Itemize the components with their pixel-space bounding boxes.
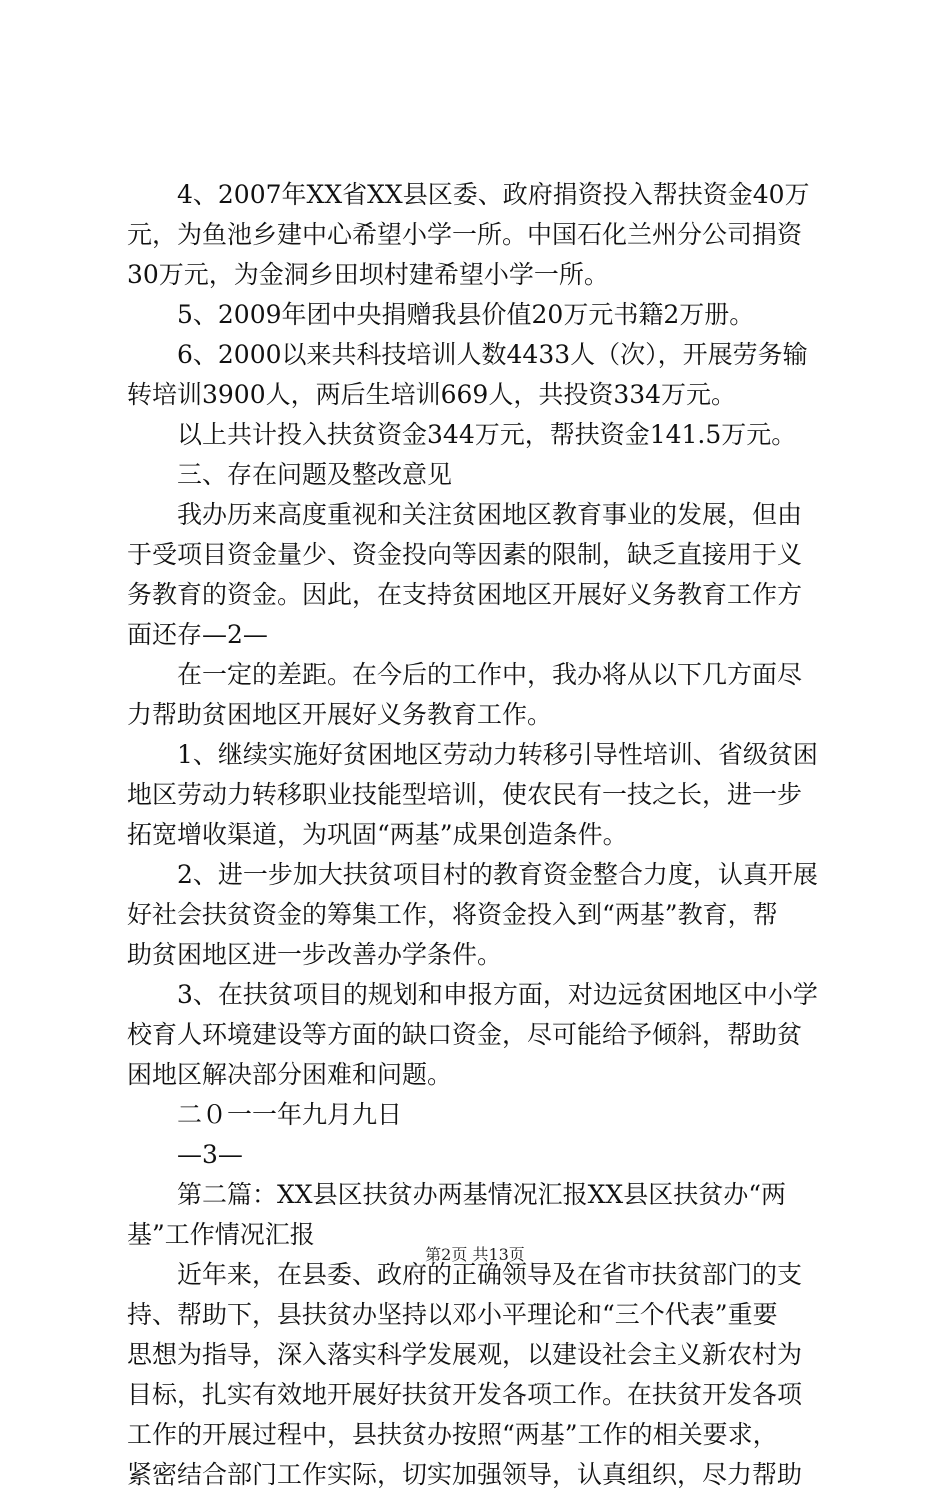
text-line: 校育人环境建设等方面的缺口资金，尽可能给予倾斜，帮助贫: [127, 1020, 803, 1049]
text-line: 4、2007年XX省XX县区委、政府捐资投入帮扶资金40万: [127, 180, 810, 209]
text-line: 于受项目资金量少、资金投向等因素的限制，缺乏直接用于义: [127, 540, 803, 569]
text-line: 在一定的差距。在今后的工作中，我办将从以下几方面尽: [127, 660, 803, 689]
text-line: 拓宽增收渠道，为巩固“两基”成果创造条件。: [127, 820, 628, 849]
text-line: 助贫困地区进一步改善办学条件。: [127, 940, 503, 969]
text-line: 紧密结合部门工作实际，切实加强领导，认真组织，尽力帮助: [127, 1460, 803, 1489]
section-heading: 三、存在问题及整改意见: [127, 460, 453, 489]
text-line: 30万元，为金洞乡田坝村建希望小学一所。: [127, 260, 609, 289]
text-line: 转培训3900人，两后生培训669人，共投资334万元。: [127, 380, 737, 409]
text-line: 3、在扶贫项目的规划和申报方面，对边远贫困地区中小学: [127, 980, 818, 1009]
document-body: [127, 175, 833, 1495]
text-line: 持、帮助下，县扶贫办坚持以邓小平理论和“三个代表”重要: [127, 1300, 778, 1329]
chapter-heading: 基”工作情况汇报: [127, 1220, 315, 1249]
text-line: 近年来，在县委、政府的正确领导及在省市扶贫部门的支: [127, 1260, 803, 1289]
text-line: 力帮助贫困地区开展好义务教育工作。: [127, 700, 553, 729]
text-line: 以上共计投入扶贫资金344万元，帮扶资金141.5万元。: [127, 420, 797, 449]
text-line: 目标，扎实有效地开展好扶贫开发各项工作。在扶贫开发各项: [127, 1380, 803, 1409]
text-line: 务教育的资金。因此，在支持贫困地区开展好义务教育工作方: [127, 580, 803, 609]
text-line: 6、2000以来共科技培训人数4433人（次），开展劳务输: [127, 340, 808, 369]
date-line: 二０一一年九月九日: [127, 1100, 403, 1129]
text-line: 2、进一步加大扶贫项目村的教育资金整合力度，认真开展: [127, 860, 818, 889]
text-line: 1、继续实施好贫困地区劳动力转移引导性培训、省级贫困: [127, 740, 818, 769]
chapter-heading: 第二篇：XX县区扶贫办两基情况汇报XX县区扶贫办“两: [127, 1180, 786, 1209]
text-line: 元，为鱼池乡建中心希望小学一所。中国石化兰州分公司捐资: [127, 220, 803, 249]
text-line: 面还存—2—: [127, 620, 268, 649]
text-line: 思想为指导，深入落实科学发展观，以建设社会主义新农村为: [127, 1340, 803, 1369]
text-line: 困地区解决部分困难和问题。: [127, 1060, 453, 1089]
text-line: 我办历来高度重视和关注贫困地区教育事业的发展，但由: [127, 500, 803, 529]
page-footer: 第2页 共13页: [425, 1245, 525, 1264]
text-line: 工作的开展过程中，县扶贫办按照“两基”工作的相关要求，: [127, 1420, 778, 1449]
page-marker: —3—: [127, 1140, 243, 1169]
text-line: 地区劳动力转移职业技能型培训，使农民有一技之长，进一步: [127, 780, 803, 809]
text-line: 5、2009年团中央捐赠我县价值20万元书籍2万册。: [127, 300, 755, 329]
text-line: 好社会扶贫资金的筹集工作，将资金投入到“两基”教育，帮: [127, 900, 778, 929]
